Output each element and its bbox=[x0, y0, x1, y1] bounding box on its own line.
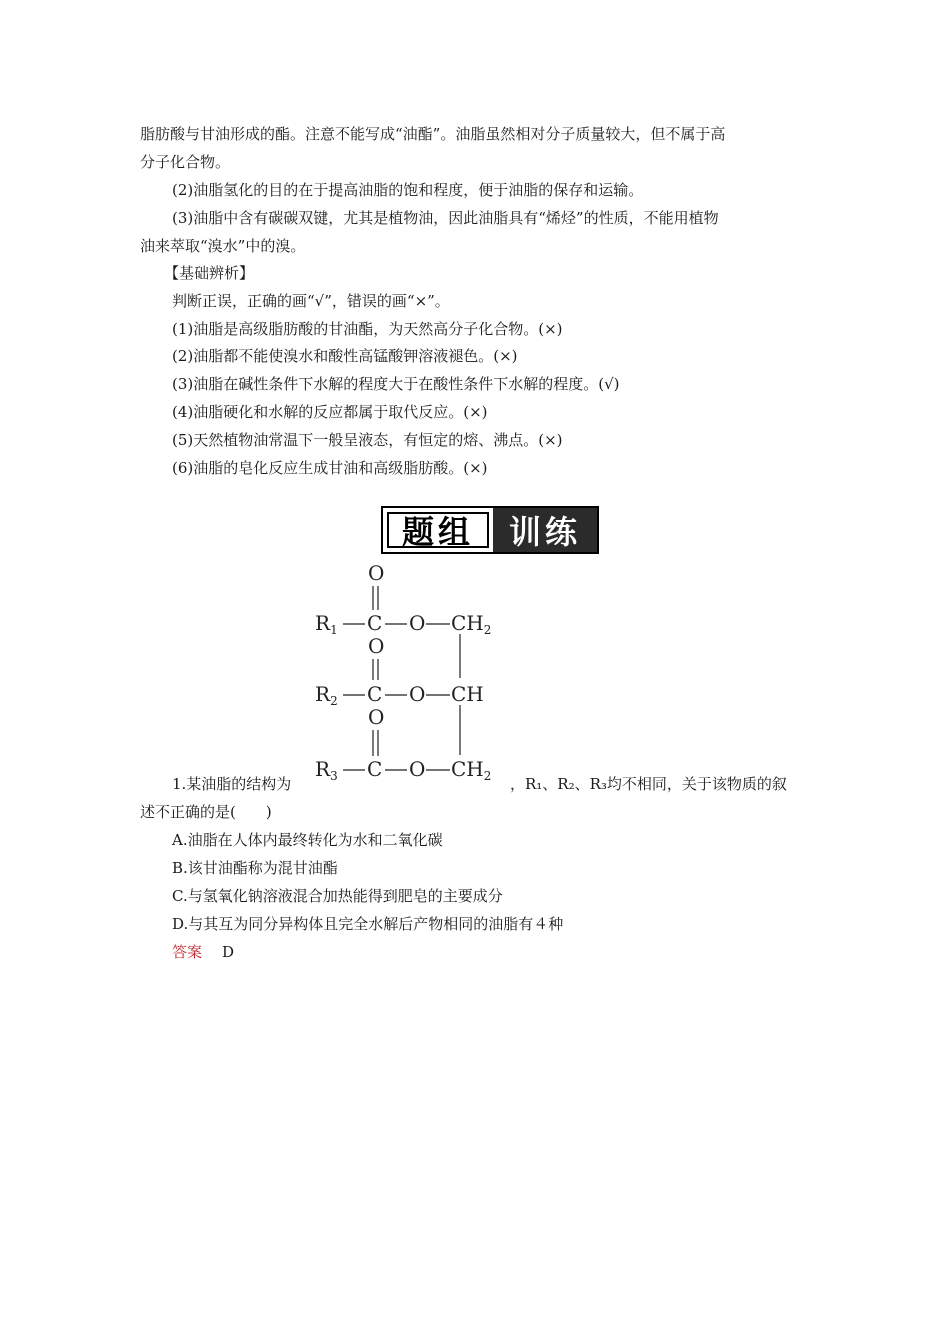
banner-right: 训练 bbox=[493, 508, 597, 552]
struct-o-ester3: O bbox=[409, 757, 426, 781]
question-stem-suffix: ，R₁、R₂、R₃均不相同，关于该物质的叙 bbox=[510, 775, 787, 793]
basics-item: (5)天然植物油常温下一般呈液态，有恒定的熔、沸点。(×) bbox=[172, 431, 563, 449]
basics-item: (6)油脂的皂化反应生成甘油和高级脂肪酸。(×) bbox=[172, 459, 488, 477]
question-stem-line-2: 述不正确的是( ) bbox=[140, 803, 272, 821]
banner-left: 题组 bbox=[383, 508, 493, 552]
struct-ch2-bottom: $CH_2$ bbox=[451, 757, 492, 783]
struct-o1: O bbox=[368, 561, 385, 585]
struct-o2: O bbox=[368, 634, 385, 658]
intro-line-5: 油来萃取“溴水”中的溴。 bbox=[140, 237, 306, 255]
basics-heading: 【基础辨析】 bbox=[164, 264, 255, 282]
intro-line-2: 分子化合物。 bbox=[140, 153, 231, 171]
intro-line-3: (2)油脂氢化的目的在于提高油脂的饱和程度，便于油脂的保存和运输。 bbox=[172, 181, 644, 199]
basics-item: (2)油脂都不能使溴水和酸性高锰酸钾溶液褪色。(×) bbox=[172, 347, 518, 365]
struct-c1: C bbox=[367, 611, 383, 635]
triglyceride-structure bbox=[305, 560, 505, 790]
question-option-d: D.与其互为同分异构体且完全水解后产物相同的油脂有４种 bbox=[172, 915, 564, 933]
question-option-a: A.油脂在人体内最终转化为水和二氧化碳 bbox=[172, 831, 443, 849]
struct-ch-mid: CH bbox=[451, 682, 484, 706]
answer-value: D bbox=[222, 943, 235, 961]
basics-item: (4)油脂硬化和水解的反应都属于取代反应。(×) bbox=[172, 403, 488, 421]
struct-o-ester2: O bbox=[409, 682, 426, 706]
struct-o-ester1: O bbox=[409, 611, 426, 635]
basics-item: (1)油脂是高级脂肪酸的甘油酯，为天然高分子化合物。(×) bbox=[172, 320, 563, 338]
struct-o3: O bbox=[368, 705, 385, 729]
struct-r3: $R_3$ bbox=[315, 757, 338, 783]
question-option-c: C.与氢氧化钠溶液混合加热能得到肥皂的主要成分 bbox=[172, 887, 503, 905]
struct-ch2-top: $CH_2$ bbox=[451, 611, 492, 637]
question-option-b: B.该甘油酯称为混甘油酯 bbox=[172, 859, 338, 877]
intro-line-4: (3)油脂中含有碳碳双键，尤其是植物油，因此油脂具有“烯烃”的性质，不能用植物 bbox=[172, 209, 719, 227]
struct-r1: $R_1$ bbox=[315, 611, 338, 637]
struct-c2: C bbox=[367, 682, 383, 706]
basics-instruction: 判断正误，正确的画“√”，错误的画“×”。 bbox=[172, 292, 450, 310]
answer-label: 答案 bbox=[172, 943, 203, 961]
struct-c3: C bbox=[367, 757, 383, 781]
question-stem-prefix: 1.某油脂的结构为 bbox=[172, 775, 292, 793]
intro-line-1: 脂肪酸与甘油形成的酯。注意不能写成“油酯”。油脂虽然相对分子质量较大，但不属于高 bbox=[140, 125, 726, 143]
struct-r2: $R_2$ bbox=[315, 682, 338, 708]
section-banner bbox=[381, 506, 599, 554]
basics-item: (3)油脂在碱性条件下水解的程度大于在酸性条件下水解的程度。(√) bbox=[172, 375, 620, 393]
